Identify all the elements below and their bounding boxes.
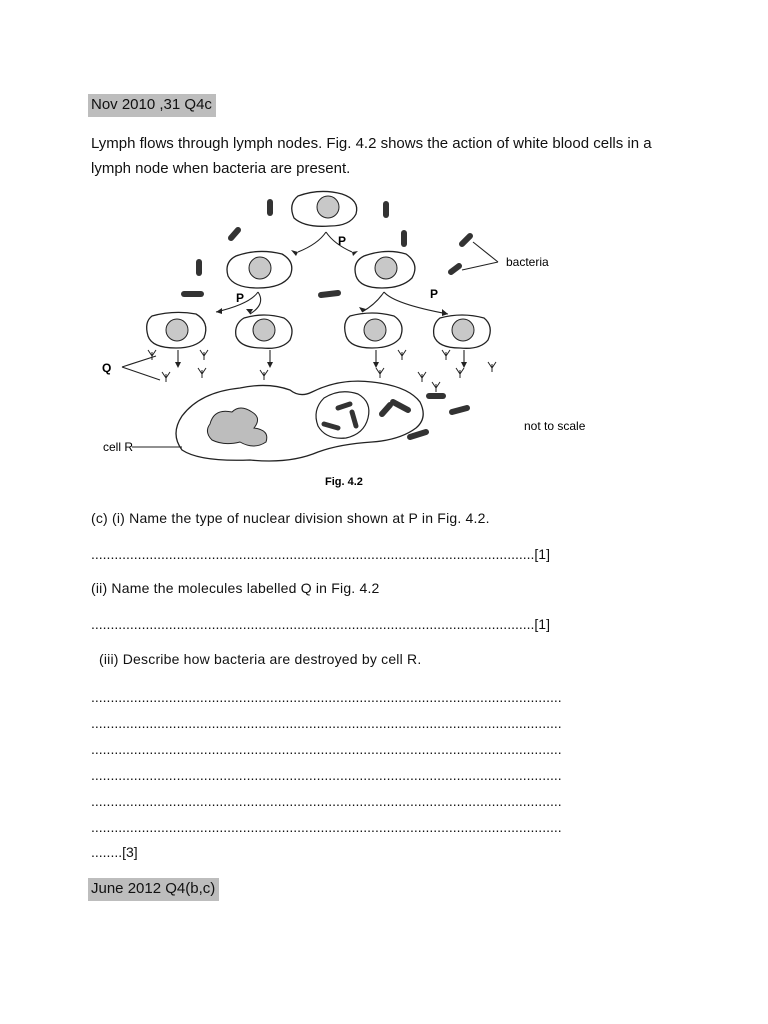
antibody [442, 350, 450, 360]
bacterium [452, 408, 467, 412]
label-not-to-scale: not to scale [524, 419, 586, 433]
nucleus [249, 257, 271, 279]
answer-line-c-iii[interactable]: ......................................................................................................................... [91, 689, 562, 705]
antibody [198, 368, 206, 378]
answer-line-c-iii[interactable]: ......................................................................................................................... [91, 741, 562, 757]
antibody [488, 362, 496, 372]
answer-line-c-i[interactable]: ..................................................................................................................[1] [91, 546, 550, 562]
ingested-bacterium [324, 424, 338, 428]
phagocytic-vacuole [316, 392, 369, 439]
ingested-bacterium [352, 412, 356, 426]
label-p-left: P [236, 291, 245, 305]
antibody [418, 372, 426, 382]
question-c-i: (c) (i) Name the type of nuclear division shown at P in Fig. 4.2. [91, 510, 490, 526]
figure-caption: Fig. 4.2 [325, 476, 363, 488]
question-c-iii: (iii) Describe how bacteria are destroyed by cell R. [99, 651, 422, 667]
label-p-right: P [430, 287, 439, 301]
answer-line-c-iii-end[interactable]: ........[3] [91, 844, 138, 860]
nucleus [317, 196, 339, 218]
bacterium [321, 293, 338, 295]
antibody [200, 350, 208, 360]
nucleus [375, 257, 397, 279]
section-heading-nov-2010: Nov 2010 ,31 Q4c [88, 94, 216, 117]
bacterium [451, 266, 459, 272]
antibody [432, 382, 440, 392]
section-heading-june-2012: June 2012 Q4(b,c) [88, 878, 219, 901]
nucleus [166, 319, 188, 341]
intro-paragraph: Lymph flows through lymph nodes. Fig. 4.2 shows the action of white blood cells in a lymph node when bacteria are present. [91, 135, 652, 177]
nucleus [364, 319, 386, 341]
label-q: Q [102, 361, 112, 375]
antibody [456, 368, 464, 378]
answer-line-c-iii[interactable]: ......................................................................................................................... [91, 715, 562, 731]
answer-line-c-ii[interactable]: ..................................................................................................................[1] [91, 616, 550, 632]
antibody [260, 370, 268, 380]
bacterium [462, 236, 470, 244]
bacterium [410, 432, 426, 437]
bacterium [231, 230, 238, 238]
nucleus [452, 319, 474, 341]
antibody [376, 368, 384, 378]
bacterium [382, 405, 390, 414]
answer-line-c-iii[interactable]: ......................................................................................................................... [91, 793, 562, 809]
cell-r-nucleus [207, 408, 266, 446]
question-c-ii: (ii) Name the molecules labelled Q in Fig. 4.2 [91, 580, 380, 596]
label-p-top: P [338, 234, 347, 248]
ingested-bacterium [338, 404, 350, 408]
antibody [162, 372, 170, 382]
nucleus [253, 319, 275, 341]
label-bacteria: bacteria [506, 255, 549, 269]
answer-line-c-iii[interactable]: ......................................................................................................................... [91, 767, 562, 783]
antibody [398, 350, 406, 360]
bacterium [393, 402, 408, 410]
answer-line-c-iii[interactable]: ......................................................................................................................... [91, 819, 562, 835]
label-cell-r: cell R [103, 440, 134, 454]
